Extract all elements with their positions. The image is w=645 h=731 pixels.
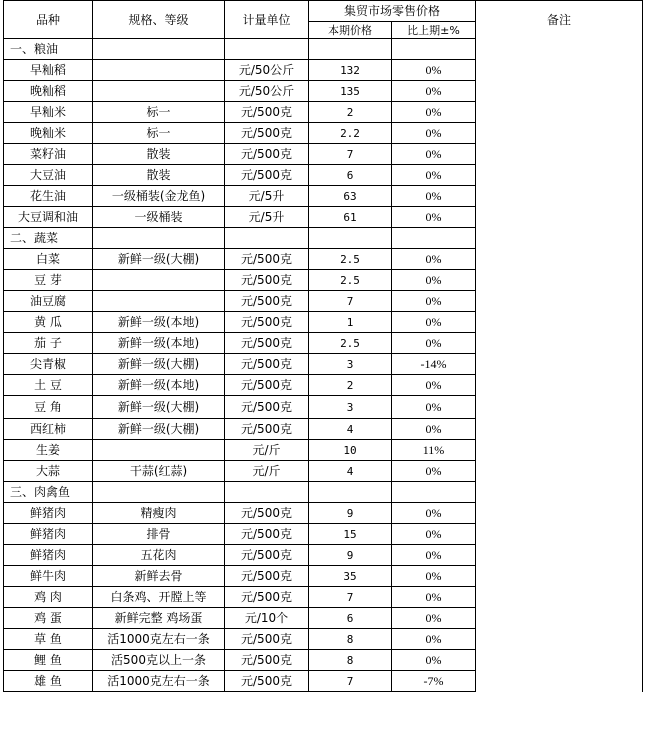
item-spec: 新鲜去骨 (93, 566, 225, 587)
remarks-cell (476, 291, 643, 312)
table-row (4, 587, 643, 608)
item-unit: 元/500克 (225, 270, 309, 291)
item-price: 2.5 (309, 333, 392, 354)
item-change: 0% (392, 123, 476, 144)
item-change: 0% (392, 207, 476, 228)
item-spec (93, 440, 225, 461)
item-name: 鲜猪肉 (4, 503, 93, 524)
remarks-cell (476, 482, 643, 503)
header-change: 比上期±% (392, 22, 476, 39)
section-row (4, 228, 643, 249)
item-spec: 标一 (93, 102, 225, 123)
item-name: 鸡 肉 (4, 587, 93, 608)
item-unit: 元/500克 (225, 312, 309, 333)
remarks-cell (476, 419, 643, 440)
item-price: 10 (309, 440, 392, 461)
item-spec: 新鲜一级(本地) (93, 333, 225, 354)
item-spec: 一级桶装 (93, 207, 225, 228)
item-change: -7% (392, 671, 476, 692)
item-unit: 元/500克 (225, 650, 309, 671)
item-unit: 元/500克 (225, 629, 309, 650)
item-change: 0% (392, 419, 476, 440)
item-spec: 新鲜一级(本地) (93, 375, 225, 396)
table-row (4, 461, 643, 482)
item-change: 0% (392, 503, 476, 524)
table-row (4, 123, 643, 144)
remarks-cell (476, 165, 643, 186)
item-change: -14% (392, 354, 476, 375)
item-spec: 干蒜(红蒜) (93, 461, 225, 482)
item-unit: 元/500克 (225, 165, 309, 186)
table-row (4, 608, 643, 629)
item-name: 鲜牛肉 (4, 566, 93, 587)
item-unit: 元/50公斤 (225, 60, 309, 81)
table-row (4, 207, 643, 228)
table-row (4, 60, 643, 81)
item-name: 大豆调和油 (4, 207, 93, 228)
table-row (4, 270, 643, 291)
item-unit: 元/500克 (225, 375, 309, 396)
item-change: 0% (392, 144, 476, 165)
item-price: 2.2 (309, 123, 392, 144)
table-row (4, 375, 643, 396)
item-name: 花生油 (4, 186, 93, 207)
remarks-cell (476, 608, 643, 629)
item-change: 0% (392, 375, 476, 396)
item-spec (93, 81, 225, 102)
item-price: 7 (309, 144, 392, 165)
item-price: 15 (309, 524, 392, 545)
item-unit: 元/500克 (225, 291, 309, 312)
item-name: 鸡 蛋 (4, 608, 93, 629)
item-change: 0% (392, 650, 476, 671)
header-price-group: 集贸市场零售价格 (309, 1, 476, 22)
item-unit: 元/5升 (225, 207, 309, 228)
item-spec: 新鲜一级(大棚) (93, 354, 225, 375)
remarks-cell (476, 587, 643, 608)
item-change: 0% (392, 461, 476, 482)
item-name: 土 豆 (4, 375, 93, 396)
item-change: 0% (392, 608, 476, 629)
item-change: 0% (392, 312, 476, 333)
item-unit: 元/500克 (225, 354, 309, 375)
item-name: 晚籼稻 (4, 81, 93, 102)
item-spec: 新鲜一级(大棚) (93, 396, 225, 419)
item-change: 0% (392, 165, 476, 186)
item-change: 0% (392, 60, 476, 81)
item-change: 11% (392, 440, 476, 461)
item-price: 132 (309, 60, 392, 81)
empty-cell (93, 228, 225, 249)
empty-cell (93, 482, 225, 503)
item-price: 6 (309, 608, 392, 629)
item-change: 0% (392, 566, 476, 587)
item-spec: 散装 (93, 144, 225, 165)
remarks-cell (476, 249, 643, 270)
table-row (4, 165, 643, 186)
table-row (4, 186, 643, 207)
item-unit: 元/500克 (225, 587, 309, 608)
item-price: 4 (309, 419, 392, 440)
empty-cell (225, 482, 309, 503)
item-price: 2 (309, 375, 392, 396)
item-change: 0% (392, 333, 476, 354)
item-name: 鲤 鱼 (4, 650, 93, 671)
remarks-cell (476, 566, 643, 587)
empty-cell (309, 482, 392, 503)
item-price: 61 (309, 207, 392, 228)
item-name: 尖青椒 (4, 354, 93, 375)
empty-cell (309, 228, 392, 249)
item-change: 0% (392, 629, 476, 650)
header-row (4, 1, 643, 22)
item-unit: 元/500克 (225, 545, 309, 566)
table-row (4, 419, 643, 440)
empty-cell (225, 39, 309, 60)
item-change: 0% (392, 186, 476, 207)
header-unit: 计量单位 (225, 1, 309, 39)
remarks-cell (476, 144, 643, 165)
remarks-cell (476, 312, 643, 333)
item-price: 2.5 (309, 270, 392, 291)
remarks-cell (476, 123, 643, 144)
item-spec: 活1000克左右一条 (93, 671, 225, 692)
item-name: 菜籽油 (4, 144, 93, 165)
table-row (4, 333, 643, 354)
section-title: 一、粮油 (4, 39, 93, 60)
item-unit: 元/500克 (225, 524, 309, 545)
item-price: 135 (309, 81, 392, 102)
item-price: 7 (309, 587, 392, 608)
table-row (4, 249, 643, 270)
item-unit: 元/500克 (225, 333, 309, 354)
table-row (4, 440, 643, 461)
item-name: 雄 鱼 (4, 671, 93, 692)
remarks-cell (476, 207, 643, 228)
item-unit: 元/500克 (225, 123, 309, 144)
item-name: 草 鱼 (4, 629, 93, 650)
item-name: 白菜 (4, 249, 93, 270)
item-unit: 元/500克 (225, 419, 309, 440)
item-change: 0% (392, 81, 476, 102)
item-change: 0% (392, 396, 476, 419)
remarks-cell (476, 39, 643, 60)
item-price: 6 (309, 165, 392, 186)
item-change: 0% (392, 291, 476, 312)
header-spec: 规格、等级 (93, 1, 225, 39)
remarks-cell (476, 60, 643, 81)
table-row (4, 671, 643, 692)
item-price: 3 (309, 396, 392, 419)
item-name: 生姜 (4, 440, 93, 461)
remarks-cell (476, 354, 643, 375)
remarks-cell (476, 102, 643, 123)
section-row (4, 482, 643, 503)
item-unit: 元/10个 (225, 608, 309, 629)
item-spec: 新鲜一级(本地) (93, 312, 225, 333)
remarks-cell (476, 396, 643, 419)
item-price: 35 (309, 566, 392, 587)
item-unit: 元/500克 (225, 249, 309, 270)
item-name: 油豆腐 (4, 291, 93, 312)
item-spec (93, 60, 225, 81)
item-spec (93, 291, 225, 312)
remarks-cell (476, 545, 643, 566)
item-spec: 一级桶装(金龙鱼) (93, 186, 225, 207)
item-price: 7 (309, 291, 392, 312)
header-remarks: 备注 (476, 1, 643, 39)
empty-cell (309, 39, 392, 60)
remarks-cell (476, 375, 643, 396)
item-spec: 活500克以上一条 (93, 650, 225, 671)
item-spec: 散装 (93, 165, 225, 186)
remarks-cell (476, 650, 643, 671)
remarks-cell (476, 440, 643, 461)
empty-cell (392, 39, 476, 60)
item-unit: 元/500克 (225, 671, 309, 692)
remarks-cell (476, 671, 643, 692)
price-table-body (4, 1, 643, 692)
remarks-cell (476, 81, 643, 102)
item-unit: 元/500克 (225, 566, 309, 587)
table-row (4, 81, 643, 102)
remarks-cell (476, 228, 643, 249)
remarks-cell (476, 186, 643, 207)
item-spec: 新鲜一级(大棚) (93, 249, 225, 270)
empty-cell (225, 228, 309, 249)
item-name: 茄 子 (4, 333, 93, 354)
table-row (4, 650, 643, 671)
item-price: 9 (309, 503, 392, 524)
item-name: 鲜猪肉 (4, 545, 93, 566)
item-price: 2 (309, 102, 392, 123)
section-title: 三、肉禽鱼 (4, 482, 93, 503)
item-name: 大蒜 (4, 461, 93, 482)
item-unit: 元/500克 (225, 503, 309, 524)
item-spec: 排骨 (93, 524, 225, 545)
item-price: 3 (309, 354, 392, 375)
remarks-cell (476, 524, 643, 545)
item-spec: 精瘦肉 (93, 503, 225, 524)
item-price: 7 (309, 671, 392, 692)
item-change: 0% (392, 587, 476, 608)
item-change: 0% (392, 249, 476, 270)
section-row (4, 39, 643, 60)
item-spec: 活1000克左右一条 (93, 629, 225, 650)
item-change: 0% (392, 545, 476, 566)
item-name: 豆 角 (4, 396, 93, 419)
item-price: 1 (309, 312, 392, 333)
table-row (4, 503, 643, 524)
item-spec (93, 270, 225, 291)
item-unit: 元/500克 (225, 396, 309, 419)
remarks-cell (476, 629, 643, 650)
remarks-cell (476, 503, 643, 524)
item-price: 9 (309, 545, 392, 566)
empty-cell (392, 482, 476, 503)
item-unit: 元/50公斤 (225, 81, 309, 102)
item-spec: 白条鸡、开膛上等 (93, 587, 225, 608)
header-name: 品种 (4, 1, 93, 39)
item-unit: 元/斤 (225, 461, 309, 482)
table-row (4, 629, 643, 650)
item-price: 63 (309, 186, 392, 207)
item-unit: 元/斤 (225, 440, 309, 461)
item-change: 0% (392, 524, 476, 545)
price-table (3, 0, 643, 692)
item-name: 鲜猪肉 (4, 524, 93, 545)
item-name: 早籼米 (4, 102, 93, 123)
table-row (4, 566, 643, 587)
empty-cell (392, 228, 476, 249)
item-price: 2.5 (309, 249, 392, 270)
item-price: 4 (309, 461, 392, 482)
remarks-cell (476, 333, 643, 354)
item-unit: 元/500克 (225, 144, 309, 165)
section-title: 二、蔬菜 (4, 228, 93, 249)
item-name: 西红柿 (4, 419, 93, 440)
table-row (4, 545, 643, 566)
item-unit: 元/5升 (225, 186, 309, 207)
table-row (4, 396, 643, 419)
item-price: 8 (309, 650, 392, 671)
item-spec: 标一 (93, 123, 225, 144)
item-spec: 五花肉 (93, 545, 225, 566)
item-change: 0% (392, 270, 476, 291)
table-row (4, 291, 643, 312)
item-unit: 元/500克 (225, 102, 309, 123)
empty-cell (93, 39, 225, 60)
item-name: 黄 瓜 (4, 312, 93, 333)
item-spec: 新鲜完整 鸡场蛋 (93, 608, 225, 629)
remarks-cell (476, 270, 643, 291)
table-row (4, 144, 643, 165)
item-name: 豆 芽 (4, 270, 93, 291)
item-name: 早籼稻 (4, 60, 93, 81)
item-change: 0% (392, 102, 476, 123)
item-name: 晚籼米 (4, 123, 93, 144)
table-row (4, 354, 643, 375)
table-row (4, 524, 643, 545)
table-row (4, 102, 643, 123)
table-row (4, 312, 643, 333)
remarks-cell (476, 461, 643, 482)
item-price: 8 (309, 629, 392, 650)
header-current-price: 本期价格 (309, 22, 392, 39)
item-spec: 新鲜一级(大棚) (93, 419, 225, 440)
item-name: 大豆油 (4, 165, 93, 186)
